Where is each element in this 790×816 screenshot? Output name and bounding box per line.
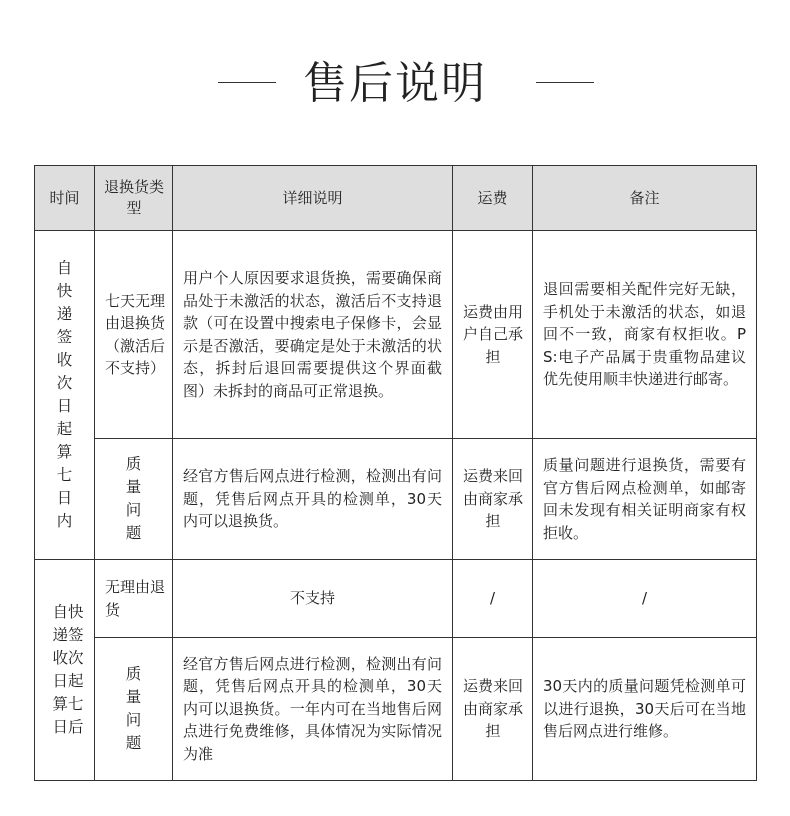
header-note: 备注 <box>533 166 757 231</box>
type-cell <box>95 638 173 781</box>
fee-cell <box>453 439 533 560</box>
page-title: 售后说明 <box>303 58 487 109</box>
time-text: 自快递签收次日起算七日后 <box>52 603 84 736</box>
detail-cell <box>173 439 453 560</box>
detail-cell <box>173 638 453 781</box>
time-text: 自快递签收次日起算七日内 <box>56 259 73 530</box>
title-area <box>0 52 790 116</box>
type-text: 七天无理由退换货（激活后不支持） <box>105 291 166 377</box>
note-text: 30天内的质量问题凭检测单可以进行退换，30天后可在当地售后网点进行维修。 <box>543 677 746 741</box>
type-cell <box>95 439 173 560</box>
header-time: 时间 <box>35 166 95 231</box>
note-text: / <box>641 589 648 608</box>
note-cell <box>533 638 757 781</box>
fee-cell <box>453 638 533 781</box>
note-text: 质量问题进行退换货，需要有官方售后网点检测单，如邮寄回未发现有相关证明商家有权拒收。 <box>543 456 746 542</box>
detail-text: 经官方售后网点进行检测，检测出有问题，凭售后网点开具的检测单，30天内可以退换货。一年内可在当地售后网点进行免费维修，具体情况为实际情况为准 <box>183 654 442 763</box>
fee-cell <box>453 560 533 638</box>
table-row <box>35 638 757 781</box>
note-text: 退回需要相关配件完好无缺，手机处于未激活的状态，如退回不一致，商家有权拒收。PS:电子产品属于贵重物品建议优先使用顺丰快递进行邮寄。 <box>543 280 746 389</box>
note-cell <box>533 439 757 560</box>
detail-text: 用户个人原因要求退货换，需要确保商品处于未激活的状态，激活后不支持退款（可在设置中搜索电子保修卡，会显示是否激活，要确定是处于未激活的状态，拆封后退回需要提供这个界面截图）未拆封的商品可正常退换。 <box>183 269 442 400</box>
table-row <box>35 439 757 560</box>
type-text: 质量问题 <box>125 665 142 752</box>
fee-cell <box>453 231 533 439</box>
detail-text: 不支持 <box>289 589 335 608</box>
type-text: 无理由退货 <box>105 578 166 619</box>
note-cell <box>533 560 757 638</box>
type-text: 质量问题 <box>125 455 142 542</box>
type-cell <box>95 560 173 638</box>
header-type-label: 退换货类型 <box>103 177 164 217</box>
detail-cell <box>173 560 453 638</box>
fee-text: 运费来回由商家承担 <box>463 467 524 531</box>
fee-text: 运费来回由商家承担 <box>463 677 524 741</box>
header-type <box>95 166 173 231</box>
header-detail: 详细说明 <box>173 166 453 231</box>
fee-text: / <box>489 589 496 608</box>
time-cell-within-7-days <box>35 231 95 560</box>
detail-cell <box>173 231 453 439</box>
type-cell <box>95 231 173 439</box>
table-row <box>35 560 757 638</box>
table-header-row <box>35 166 757 231</box>
note-cell <box>533 231 757 439</box>
time-cell-after-7-days <box>35 560 95 781</box>
detail-text: 经官方售后网点进行检测，检测出有问题，凭售后网点开具的检测单，30天内可以退换货。 <box>183 467 442 531</box>
fee-text: 运费由用户自己承担 <box>463 302 524 366</box>
header-fee: 运费 <box>453 166 533 231</box>
title-divider-right <box>536 82 594 83</box>
table-row <box>35 231 757 439</box>
after-sale-table <box>34 165 757 781</box>
